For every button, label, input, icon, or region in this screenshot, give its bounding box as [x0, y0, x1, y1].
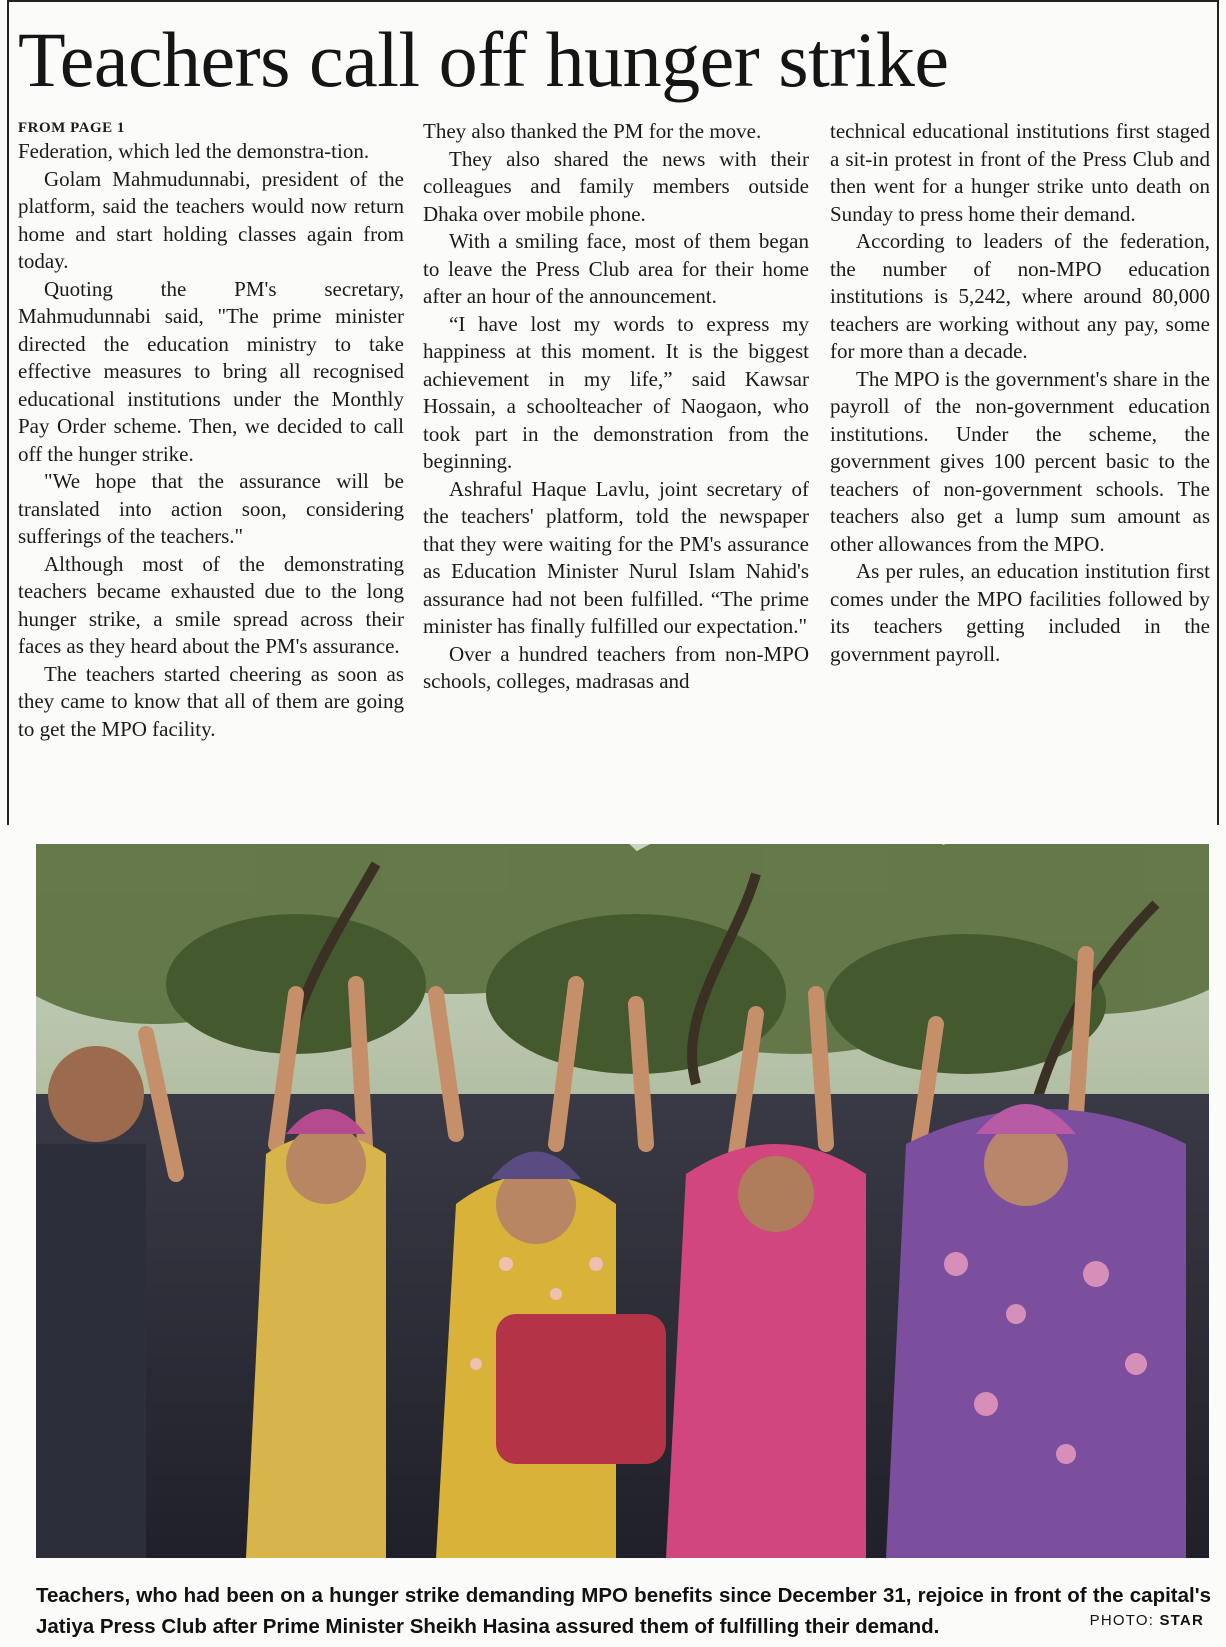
paragraph: They also shared the news with their colleagues and family members outside Dhaka over mobile phone. [423, 146, 809, 226]
kicker-from-page: FROM PAGE 1 [18, 120, 125, 136]
paragraph: Federation, which led the demonstra-tion. [18, 139, 370, 163]
top-rule [7, 0, 1219, 2]
article-column-3 [830, 118, 1210, 668]
paragraph: Over a hundred teachers from non-MPO schools, colleges, madrasas and [423, 641, 809, 693]
paragraph: Quoting the PM's secretary, Mahmudunnabi said, "The prime minister directed the education ministry to take effective measures to bring all recognised educational institutions under the Monthly Pay Order scheme. Then, we decided to call off the hunger strike. [18, 276, 404, 466]
left-rule [7, 0, 9, 825]
photo-credit [1090, 1612, 1204, 1629]
photo-credit-label: PHOTO: [1089, 1612, 1155, 1629]
celebrating-teachers-illustration [36, 844, 1209, 1558]
paragraph: With a smiling face, most of them began to leave the Press Club area for their home after an hour of the announcement. [423, 229, 809, 308]
paragraph: The MPO is the government's share in the payroll of the non-government education institutions. Under the scheme, the government gives 100 percent basic to the teachers of non-government schools. The teachers also get a lump sum amount as other allowances from the MPO. [830, 366, 1210, 556]
photo-caption: Teachers, who had been on a hunger strike demanding MPO benefits since December 31, rejoice in front of the capital's Jatiya Press Club after Prime Minister Sheikh Hasina assured them of fulfilling their demand. [36, 1584, 1211, 1638]
paragraph: technical educational institutions first staged a sit-in protest in front of the Press Club and then went for a hunger strike unto death on Sunday to press home their demand. [830, 119, 1210, 226]
article-column-2 [423, 118, 809, 696]
paragraph: Golam Mahmudunnabi, president of the platform, said the teachers would now return home and start holding classes again from today. [18, 166, 404, 273]
paragraph: The teachers started cheering as soon as they came to know that all of them are going to get the MPO facility. [18, 661, 404, 741]
paragraph: "We hope that the assurance will be translated into action soon, considering sufferings of the teachers." [18, 469, 404, 548]
paragraph: According to leaders of the federation, the number of non-MPO education institutions is 5,242, where around 80,000 teachers are working without any pay, some for more than a decade. [830, 229, 1210, 363]
news-photo [36, 844, 1209, 1558]
paragraph: As per rules, an education institution first comes under the MPO facilities followed by its teachers getting included in the government payroll. [830, 559, 1210, 666]
paragraph: Although most of the demonstrating teachers became exhausted due to the long hunger strike, a smile spread across their faces as they heard about the PM's assurance. [18, 551, 404, 658]
paragraph: They also thanked the PM for the move. [423, 119, 762, 143]
paragraph: “I have lost my words to express my happiness at this moment. It is the biggest achievement in my life,” said Kawsar Hossain, a schoolteacher of Naogaon, who took part in the demonstration from the beginning. [423, 311, 809, 473]
paragraph: Ashraful Haque Lavlu, joint secretary of the teachers' platform, told the newspaper that they were waiting for the PM's assurance as Education Minister Nurul Islam Nahid's assurance had not been fulfilled. “The prime minister has finally fulfilled our expectation." [423, 476, 809, 638]
right-rule [1217, 0, 1219, 825]
article-column-1 [18, 118, 404, 743]
headline: Teachers call off hunger strike [18, 16, 949, 103]
photo-credit-source: STAR [1159, 1612, 1204, 1629]
